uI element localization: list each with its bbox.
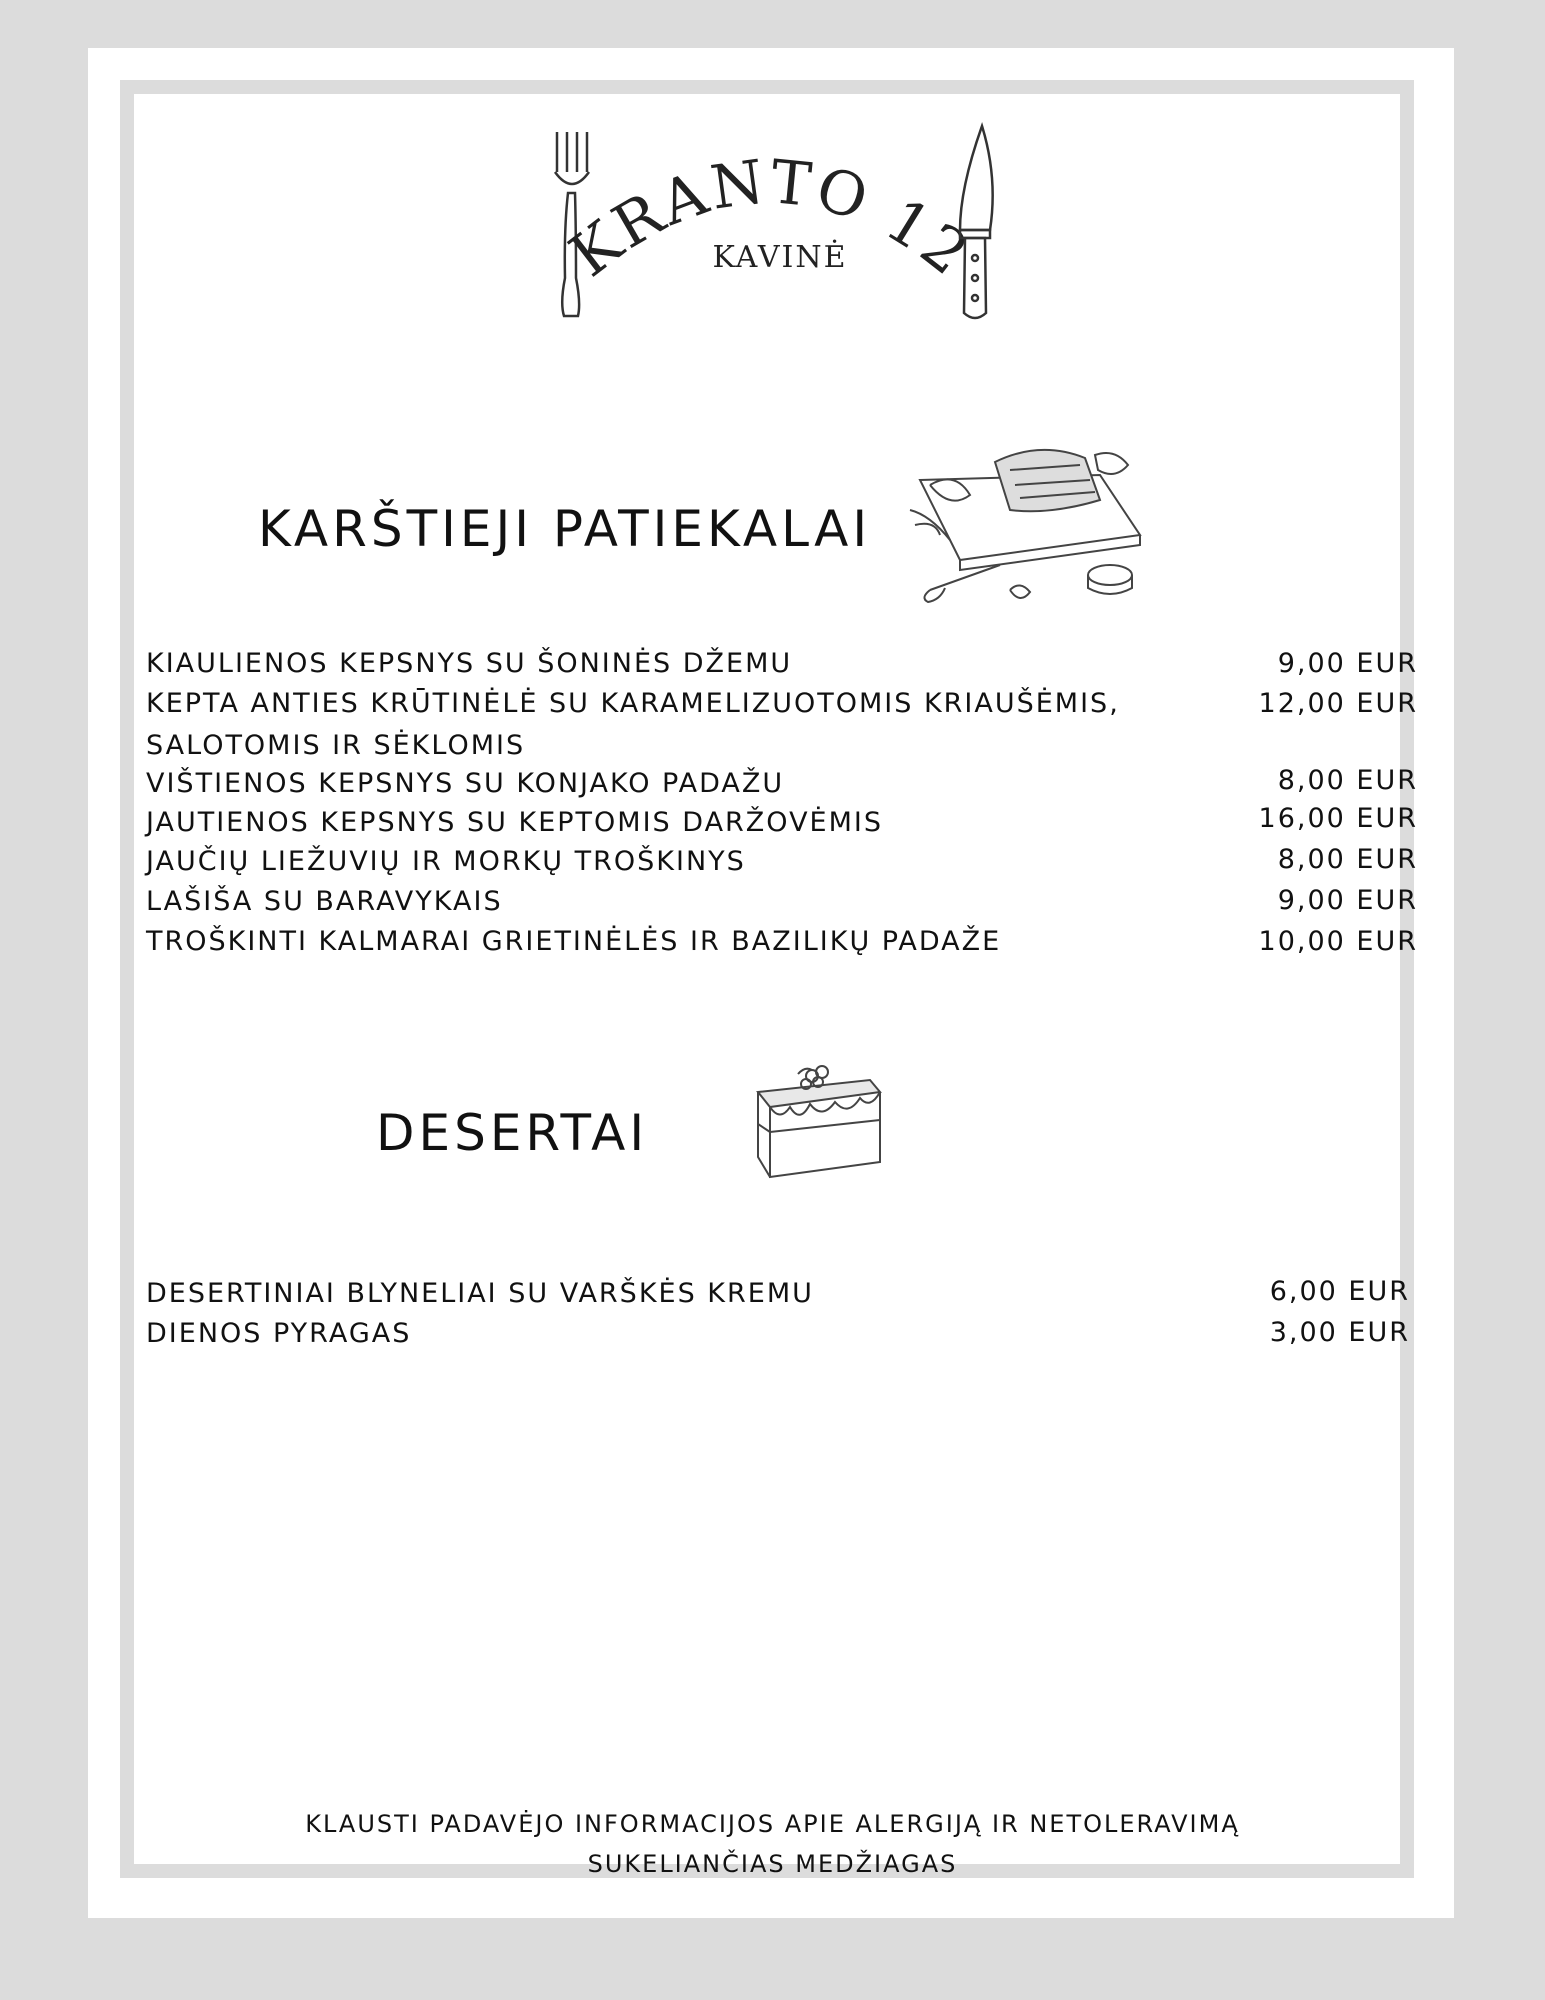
logo-name: KRANTO 12 <box>557 146 984 291</box>
menu-item-name: LAŠIŠA SU BARAVYKAIS <box>146 886 503 917</box>
menu-item-price: 16,00 EUR <box>1258 803 1418 834</box>
desserts-title: DESERTAI <box>376 1104 649 1162</box>
menu-frame <box>120 80 1414 1878</box>
menu-item-name: KIAULIENOS KEPSNYS SU ŠONINĖS DŽEMU <box>146 648 793 679</box>
menu-item-price: 8,00 EUR <box>1277 765 1418 796</box>
menu-item-name: KEPTA ANTIES KRŪTINĖLĖ SU KARAMELIZUOTOMIS KRIAUŠĖMIS, <box>146 688 1120 719</box>
menu-item-name: VIŠTIENOS KEPSNYS SU KONJAKO PADAŽU <box>146 768 785 799</box>
menu-item-price: 9,00 EUR <box>1277 648 1418 679</box>
menu-item-price: 10,00 EUR <box>1258 926 1418 957</box>
menu-item-name: DESERTINIAI BLYNELIAI SU VARŠKĖS KREMU <box>146 1278 814 1309</box>
menu-item-name: JAUČIŲ LIEŽUVIŲ IR MORKŲ TROŠKINYS <box>146 846 746 877</box>
menu-item-name: TROŠKINTI KALMARAI GRIETINĖLĖS IR BAZILIKŲ PADAŽE <box>146 926 1002 957</box>
menu-item-price: 8,00 EUR <box>1277 844 1418 875</box>
menu-item-price: 12,00 EUR <box>1258 688 1418 719</box>
menu-item-price: 6,00 EUR <box>1269 1276 1410 1307</box>
menu-item-name-continued: SALOTOMIS IR SĖKLOMIS <box>146 730 526 761</box>
menu-item-price: 3,00 EUR <box>1269 1317 1410 1348</box>
allergy-notice-line-2: SUKELIANČIAS MEDŽIAGAS <box>587 1850 958 1878</box>
cafe-logo <box>520 118 1020 328</box>
hot-dishes-title: KARŠTIEJI PATIEKALAI <box>258 500 872 558</box>
menu-item-name: JAUTIENOS KEPSNYS SU KEPTOMIS DARŽOVĖMIS <box>146 807 884 838</box>
allergy-notice <box>200 1804 1345 1884</box>
allergy-notice-line-1: KLAUSTI PADAVĖJO INFORMACIJOS APIE ALERGIJĄ IR NETOLERAVIMĄ <box>305 1810 1240 1838</box>
logo-subtitle: KAVINĖ <box>712 240 848 275</box>
menu-item-price: 9,00 EUR <box>1277 885 1418 916</box>
cake-slice-icon <box>750 1062 890 1192</box>
menu-item-name: DIENOS PYRAGAS <box>146 1318 412 1349</box>
steak-board-icon <box>900 440 1155 610</box>
